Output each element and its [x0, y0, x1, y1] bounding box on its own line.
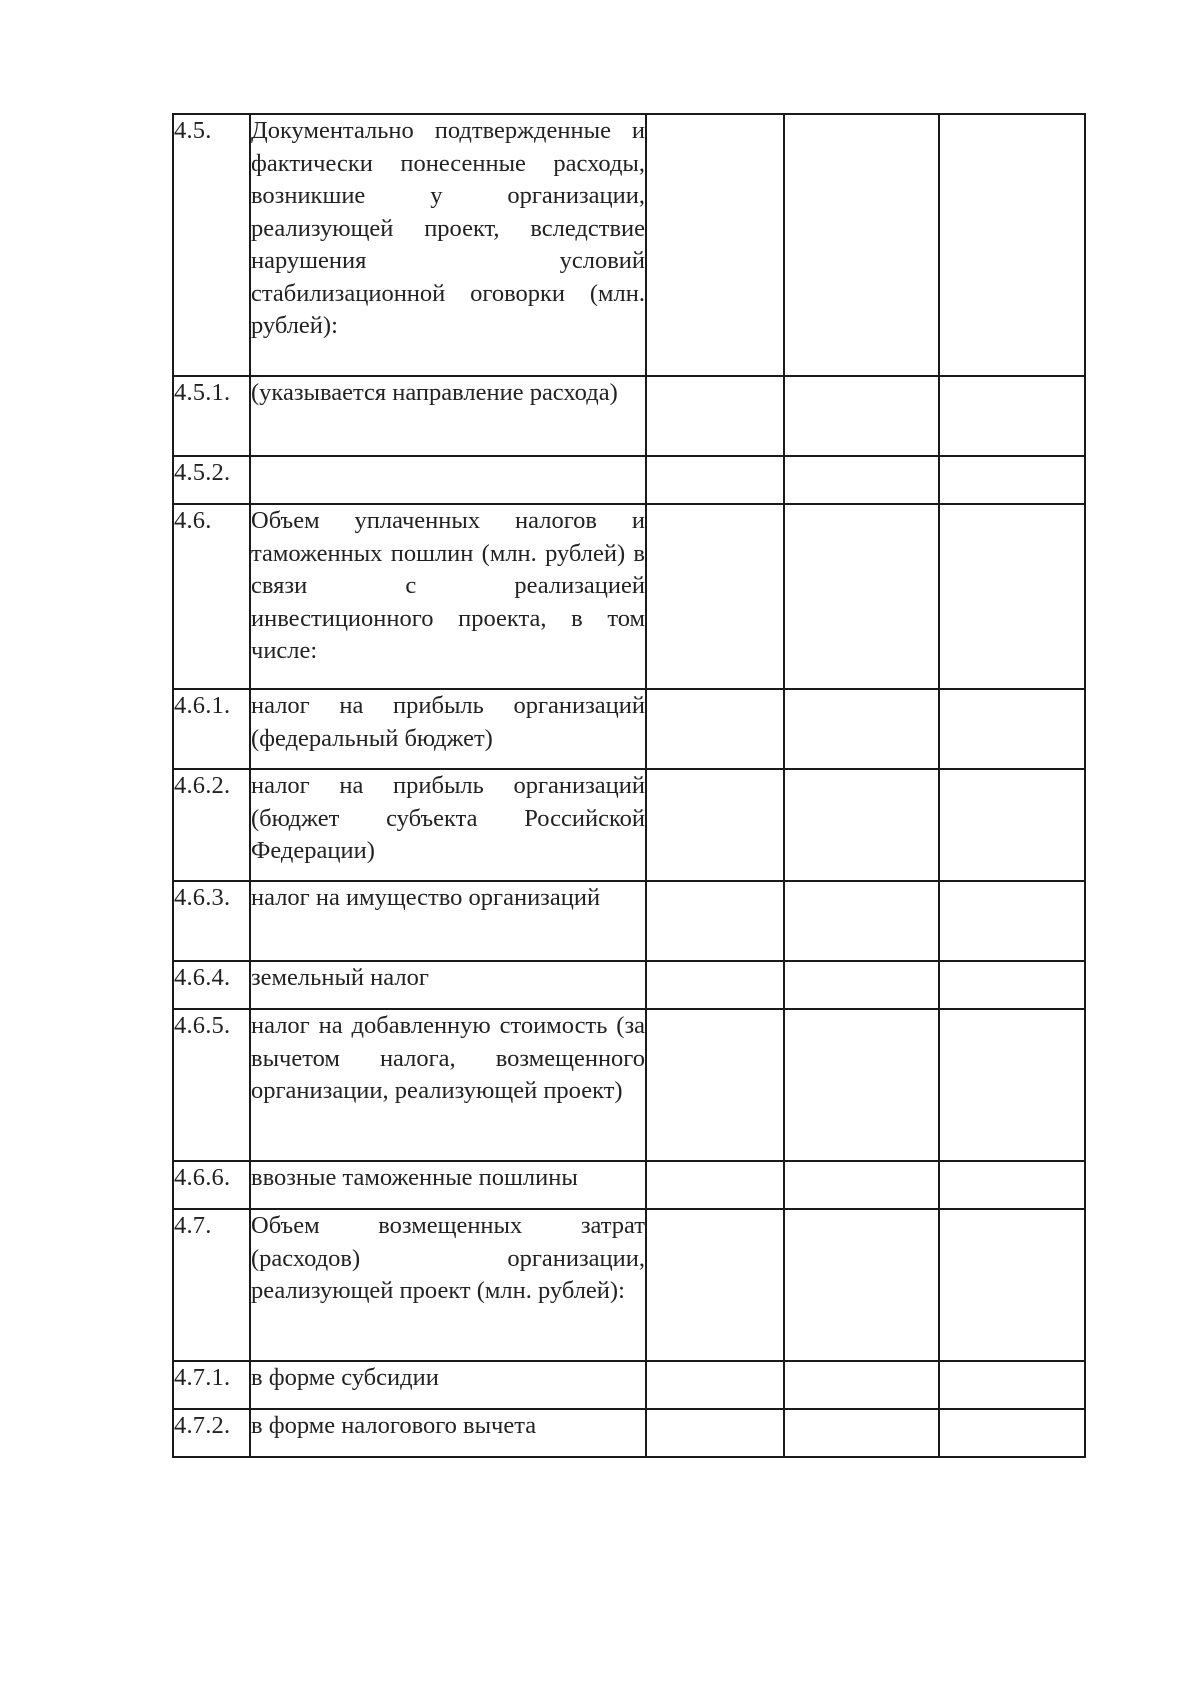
value-cell-3	[939, 1361, 1085, 1409]
value-cell-3	[939, 1409, 1085, 1457]
value-cell-3	[939, 881, 1085, 961]
row-description: Объем уплаченных налогов и таможенных пошлин (млн. рублей) в связи с реализацией инвестиционного проекта, в том числе:	[250, 504, 646, 689]
value-cell-3	[939, 504, 1085, 689]
row-number: 4.5.2.	[173, 456, 250, 504]
value-cell-3	[939, 1009, 1085, 1161]
table-row	[173, 1409, 1085, 1457]
row-description: (указывается направление расхода)	[250, 376, 646, 456]
table-row	[173, 504, 1085, 689]
row-number: 4.7.2.	[173, 1409, 250, 1457]
row-number: 4.5.1.	[173, 376, 250, 456]
table-row	[173, 961, 1085, 1009]
value-cell-1	[646, 881, 784, 961]
table-row	[173, 114, 1085, 376]
row-description: налог на добавленную стоимость (за вычетом налога, возмещенного организации, реализующей проект)	[250, 1009, 646, 1161]
row-description: земельный налог	[250, 961, 646, 1009]
value-cell-2	[784, 961, 939, 1009]
row-number: 4.5.	[173, 114, 250, 376]
value-cell-1	[646, 1209, 784, 1361]
row-description: в форме субсидии	[250, 1361, 646, 1409]
table-row	[173, 769, 1085, 881]
value-cell-2	[784, 376, 939, 456]
table-row	[173, 1209, 1085, 1361]
row-description: ввозные таможенные пошлины	[250, 1161, 646, 1209]
value-cell-1	[646, 1361, 784, 1409]
value-cell-3	[939, 114, 1085, 376]
row-description: Объем возмещенных затрат (расходов) организации, реализующей проект (млн. рублей):	[250, 1209, 646, 1361]
table-row	[173, 1009, 1085, 1161]
row-number: 4.7.	[173, 1209, 250, 1361]
row-number: 4.6.5.	[173, 1009, 250, 1161]
value-cell-2	[784, 1161, 939, 1209]
value-cell-1	[646, 504, 784, 689]
value-cell-2	[784, 114, 939, 376]
value-cell-2	[784, 1209, 939, 1361]
row-description: в форме налогового вычета	[250, 1409, 646, 1457]
value-cell-3	[939, 1209, 1085, 1361]
value-cell-2	[784, 689, 939, 769]
row-description: налог на прибыль организаций (федеральный бюджет)	[250, 689, 646, 769]
row-number: 4.6.3.	[173, 881, 250, 961]
row-number: 4.7.1.	[173, 1361, 250, 1409]
value-cell-3	[939, 1161, 1085, 1209]
row-number: 4.6.2.	[173, 769, 250, 881]
indicators-table	[172, 113, 1086, 1458]
value-cell-3	[939, 689, 1085, 769]
row-number: 4.6.4.	[173, 961, 250, 1009]
value-cell-1	[646, 1409, 784, 1457]
value-cell-1	[646, 114, 784, 376]
value-cell-1	[646, 1161, 784, 1209]
row-description: налог на имущество организаций	[250, 881, 646, 961]
value-cell-1	[646, 1009, 784, 1161]
value-cell-1	[646, 376, 784, 456]
value-cell-2	[784, 456, 939, 504]
value-cell-3	[939, 376, 1085, 456]
value-cell-1	[646, 456, 784, 504]
value-cell-1	[646, 769, 784, 881]
table-row	[173, 456, 1085, 504]
table-row	[173, 881, 1085, 961]
table-row	[173, 689, 1085, 769]
value-cell-3	[939, 456, 1085, 504]
value-cell-2	[784, 504, 939, 689]
value-cell-1	[646, 961, 784, 1009]
table-row	[173, 1161, 1085, 1209]
row-number: 4.6.1.	[173, 689, 250, 769]
value-cell-2	[784, 1361, 939, 1409]
row-number: 4.6.6.	[173, 1161, 250, 1209]
row-description	[250, 456, 646, 504]
value-cell-3	[939, 961, 1085, 1009]
row-number: 4.6.	[173, 504, 250, 689]
table-row	[173, 1361, 1085, 1409]
row-description: налог на прибыль организаций (бюджет субъекта Российской Федерации)	[250, 769, 646, 881]
row-description: Документально подтвержденные и фактически понесенные расходы, возникшие у организации, реализующей проект, вследствие нарушения условий стабилизационной оговорки (млн. рублей):	[250, 114, 646, 376]
table-row	[173, 376, 1085, 456]
value-cell-2	[784, 1009, 939, 1161]
value-cell-3	[939, 769, 1085, 881]
value-cell-2	[784, 881, 939, 961]
value-cell-1	[646, 689, 784, 769]
value-cell-2	[784, 769, 939, 881]
value-cell-2	[784, 1409, 939, 1457]
